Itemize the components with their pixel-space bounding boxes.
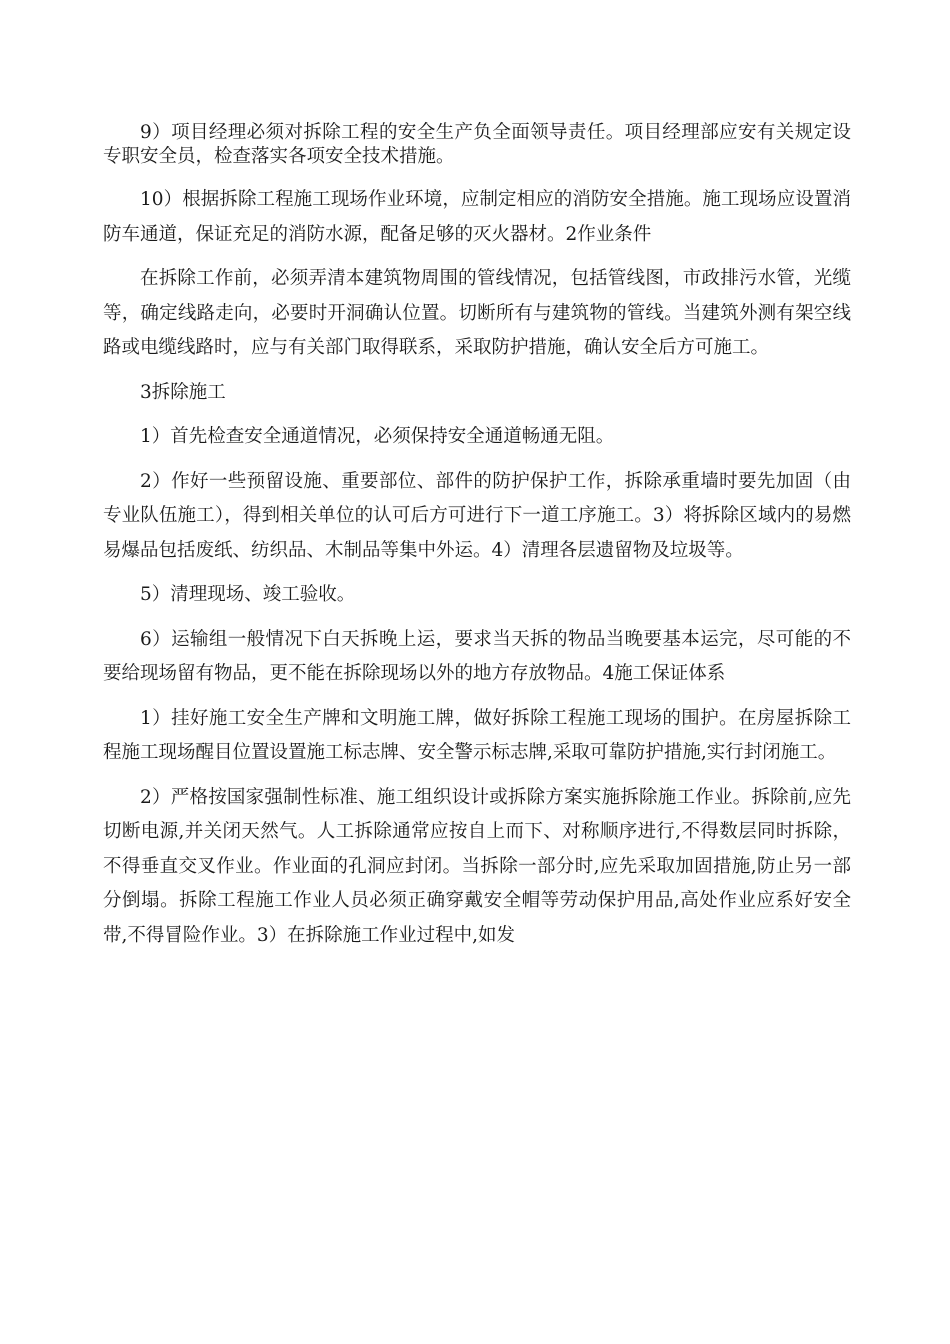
paragraph-guarantee-2: 2）严格按国家强制性标准、施工组织设计或拆除方案实施拆除施工作业。拆除前,应先切断电源,并关闭天然气。人工拆除通常应按自上而下、对称顺序进行,不得数层同时拆除，不得垂直交叉作业。作业面的孔洞应封闭。当拆除一部分时,应先采取加固措施,防止另一部分倒塌。拆除工程施工作业人员必须正确穿戴安全帽等劳动保护用品,高处作业应系好安全带,不得冒险作业。3）在拆除施工作业过程中,如发 [103,786,851,946]
paragraph-item-10: 10）根据拆除工程施工现场作业环境，应制定相应的消防安全措施。施工现场应设置消防车通道，保证充足的消防水源，配备足够的灭火器材。2作业条件 [103,189,851,245]
section-heading-demolition: 3拆除施工 [140,381,226,403]
paragraph-step-1: 1）首先检查安全通道情况，必须保持安全通道畅通无阻。 [140,426,615,447]
paragraph-step-5: 5）清理现场、竣工验收。 [140,584,356,605]
document-body [103,121,851,953]
paragraph-step-6: 6）运输组一般情况下白天拆晚上运，要求当天拆的物品当晚要基本运完，尽可能的不要给现场留有物品，更不能在拆除现场以外的地方存放物品。4施工保证体系 [103,628,851,684]
paragraph-work-conditions: 在拆除工作前，必须弄清本建筑物周围的管线情况，包括管线图，市政排污水管，光缆等，确定线路走向，必要时开洞确认位置。切断所有与建筑物的管线。当建筑外测有架空线路或电缆线路时，应与有关部门取得联系，采取防护措施，确认安全后方可施工。 [103,268,851,358]
paragraph-guarantee-1: 1）挂好施工安全生产牌和文明施工牌，做好拆除工程施工现场的围护。在房屋拆除工程施工现场醒目位置设置施工标志牌、安全警示标志牌,采取可靠防护措施,实行封闭施工。 [103,707,851,763]
paragraph-item-9: 9）项目经理必须对拆除工程的安全生产负全面领导责任。项目经理部应安有关规定设专职安全员，检查落实各项安全技术措施。 [103,122,851,167]
paragraph-step-2: 2）作好一些预留设施、重要部位、部件的防护保护工作，拆除承重墙时要先加固（由专业队伍施工），得到相关单位的认可后方可进行下一道工序施工。3）将拆除区域内的易燃易爆品包括废纸、纺织品、木制品等集中外运。4）清理各层遗留物及垃圾等。 [103,470,851,561]
